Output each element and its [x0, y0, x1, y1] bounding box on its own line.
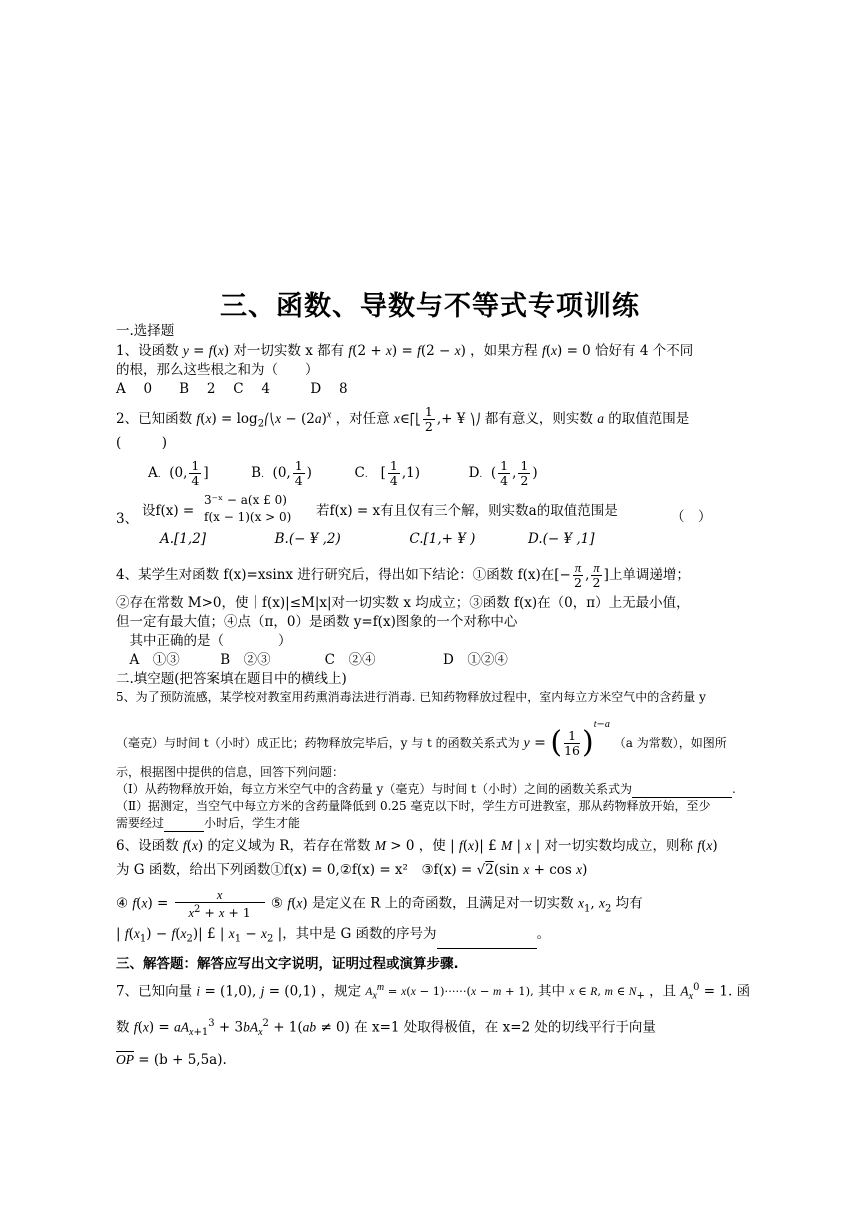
answer-blank-6[interactable]	[437, 934, 537, 949]
question-7-line-1: 7、已知向量 i = (1,0), j = (0,1) ，规定 $A_x^m = x(x - 1)\cdot\cdot\cdot\cdot\cdot\cdot(x - m + 1)$, 其中 x ∈ R, m ∈ $N_+$ ，且 $A_x^0 = 1$. 函	[116, 981, 751, 1003]
question-7-line-3: $\overline{OP} = (b + 5,5a)$.	[116, 1052, 227, 1069]
question-4-line-4: 其中正确的是（ ）	[116, 633, 292, 649]
section-heading-fill: 二.填空题(把答案填在题目中的横线上)	[116, 671, 347, 687]
question-4-line-2: ②存在常数 M>0，使｜f(x)|≤M|x|对一切实数 x 均成立；③函数 f(x)在（0，π）上无最小值，	[116, 595, 690, 611]
answer-blank-5-2[interactable]	[164, 817, 204, 832]
question-6-line-2: 为 G 函数，给出下列函数①f(x) = 0,②f(x) = x² ③f(x) = √2(sin x + cos x)	[116, 862, 588, 878]
question-5-line-4: （Ⅰ）从药物释放开始，每立方米空气中的含药量 y（毫克）与时间 t（小时）之间的函数关系式为 .	[116, 782, 736, 796]
question-2-options: A. (0, $\frac{1}{4}$ ] B. (0, $\frac{1}{4}$ ) C. [ $\frac{1}{4}$ ,1) D. ( $\frac{1}{4}$ , $\frac{1}{2}$ )	[148, 458, 538, 488]
piecewise-definition: 3⁻ˣ − a(x £ 0) f(x − 1)(x > 0)	[204, 493, 292, 524]
question-5-line-2: （毫克）与时间 t（小时）成正比；药物释放完毕后，y 与 t 的函数关系式为 y = ( $\frac{1}{16}$ )$^{t-a}$ （a 为常数），如图所	[116, 719, 727, 760]
question-1-line-2: 的根，那么这些根之和为（ ）	[116, 362, 319, 378]
section-heading-choice: 一.选择题	[116, 323, 175, 339]
question-1-line-1: 1、设函数 y = f(x) 对一切实数 x 都有 f(2 + x) = f(2 − x) ，如果方程 f(x) = 0 恰好有 4 个不同	[116, 343, 694, 359]
question-6-line-3: ④ f(x) = $\frac{x}{x^2 + x + 1}$ ⑤ f(x) 是定义在 R 上的奇函数，且满足对一切实数 $x_1$, $x_2$ 均有	[116, 888, 643, 921]
question-3-options: A.[1,2] B.(− ¥ ,2) C.[1,+ ¥ ) D.(− ¥ ,1]	[160, 531, 595, 547]
question-4-line-3: 但一定有最大值；④点（π，0）是函数 y=f(x)图象的一个对称中心	[116, 614, 518, 630]
question-4-line-1: 4、某学生对函数 f(x)=xsinx 进行研究后，得出如下结论：①函数 f(x)在[− $\frac{\pi}{2}$ , $\frac{\pi}{2}$ ]上单调递增；	[116, 561, 690, 590]
page-title: 三、函数、导数与不等式专项训练	[220, 291, 640, 322]
question-2-line-2: ( )	[116, 435, 168, 451]
question-2-line-1: 2、已知函数 $f(x) = \log_2⎛⎝x - (2a)^x$ ，对任意 x∈⎡⎣ $\frac{1}{2}$ ,+ ¥ ⎞⎠ 都有意义，则实数 a 的取值范围是	[116, 404, 690, 434]
document-body	[116, 322, 781, 1070]
question-5-line-6: 需要经过 小时后，学生才能	[116, 816, 301, 830]
question-1-options: A 0 B 2 C 4 D 8	[116, 381, 348, 397]
question-6-line-4: | $f(x_1) - f(x_2)|$ £ | $x_1 - x_2$ |，其中是 G 函数的序号为 。	[116, 924, 781, 949]
question-5-line-1: 5、为了预防流感，某学校对教室用药熏消毒法进行消毒. 已知药物释放过程中，室内每立方米空气中的含药量 y	[116, 690, 706, 704]
answer-blank-5-1[interactable]	[632, 783, 732, 798]
question-5-line-5: （Ⅱ）据测定，当空气中每立方米的含药量降低到 0.25 毫克以下时，学生方可进教室，那从药物释放开始，至少	[116, 799, 711, 813]
question-3-line-1: 3、 设f(x) = 3⁻ˣ − a(x £ 0) f(x − 1)(x > 0) 若f(x) = x有且仅有三个解，则实数a的取值范围是 （ ）	[116, 493, 712, 527]
question-4-options: A ①③ B ②③ C ②④ D ①②④	[116, 652, 508, 668]
question-5-line-3: 示，根据图中提供的信息，回答下列问题：	[116, 765, 345, 779]
section-heading-solve: 三、解答题：解答应写出文字说明，证明过程或演算步骤.	[116, 955, 459, 972]
question-7-line-2: 数 $f(x) = aA_{x+1}^3 + 3bA_x^2 + 1(ab \ne 0)$ 在 x=1 处取得极值，在 x=2 处的切线平行于向量	[116, 1018, 656, 1039]
question-6-line-1: 6、设函数 f(x) 的定义域为 R，若存在常数 M > 0 ，使 | f(x)| £ M | x | 对一切实数均成立，则称 f(x)	[116, 838, 718, 854]
